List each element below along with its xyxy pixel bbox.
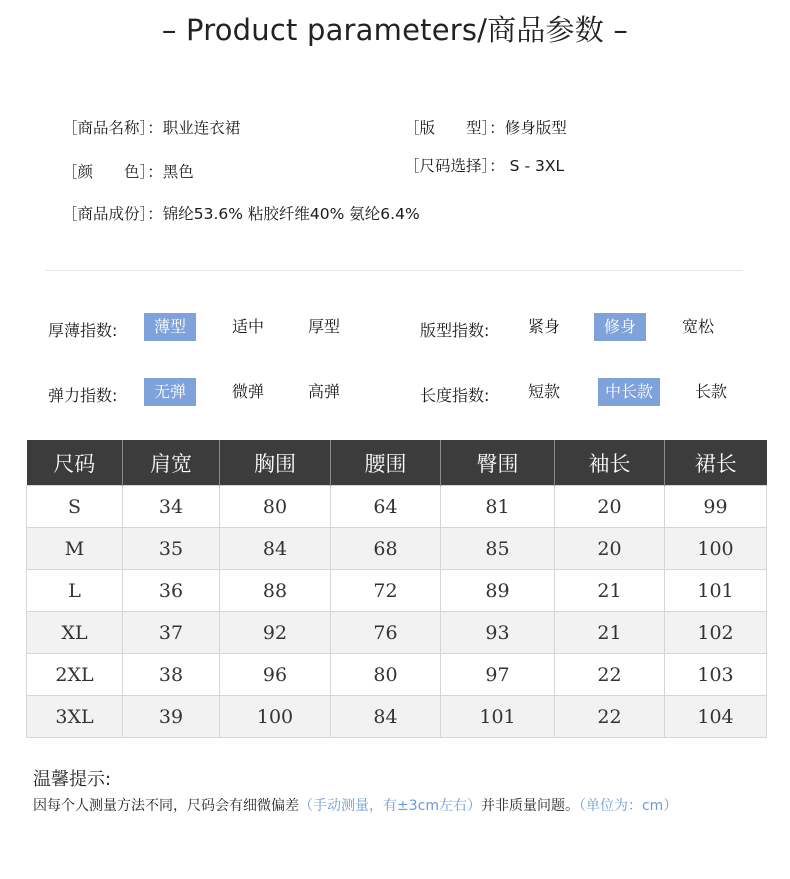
tips-title: 温馨提示: (33, 769, 112, 790)
param-color: ［颜 色］：黑色 (62, 163, 194, 181)
table-cell: XL (27, 612, 123, 654)
table-cell: 3XL (27, 696, 123, 738)
table-cell: 80 (220, 486, 331, 528)
elasticity-option-slight: 微弹 (231, 382, 264, 401)
table-cell: 72 (331, 570, 441, 612)
length-index-label: 长度指数: (420, 386, 490, 405)
tips-text-part-2: 并非质量问题。 (480, 798, 579, 814)
table-cell: 93 (441, 612, 555, 654)
table-cell: S (27, 486, 123, 528)
table-cell: 2XL (27, 654, 123, 696)
thickness-index-label: 厚薄指数: (48, 321, 118, 340)
table-row (27, 654, 767, 696)
table-cell: 22 (555, 696, 665, 738)
table-cell: 22 (555, 654, 665, 696)
thickness-option-thick: 厚型 (307, 317, 340, 336)
tips-highlight-unit: （单位为：cm） (578, 798, 678, 814)
table-cell: 39 (123, 696, 220, 738)
table-cell: 92 (220, 612, 331, 654)
elasticity-option-high: 高弹 (307, 382, 340, 401)
header-waist: 腰围 (331, 440, 441, 486)
table-cell: 81 (441, 486, 555, 528)
table-cell: 76 (331, 612, 441, 654)
header-bust: 胸围 (220, 440, 331, 486)
header-hip: 臀围 (441, 440, 555, 486)
table-cell: 64 (331, 486, 441, 528)
length-option-short: 短款 (527, 382, 560, 401)
table-cell: 103 (665, 654, 767, 696)
tips-text (33, 795, 677, 815)
table-cell: 96 (220, 654, 331, 696)
fit-index-label: 版型指数: (420, 321, 490, 340)
table-cell: 102 (665, 612, 767, 654)
table-cell: M (27, 528, 123, 570)
param-size-range: ［尺码选择］： S - 3XL (404, 157, 565, 175)
table-row (27, 696, 767, 738)
table-row (27, 486, 767, 528)
size-table (26, 440, 767, 738)
header-size: 尺码 (27, 440, 123, 486)
thickness-option-medium: 适中 (231, 317, 264, 336)
table-cell: 38 (123, 654, 220, 696)
table-cell: 37 (123, 612, 220, 654)
table-cell: 100 (665, 528, 767, 570)
table-cell: 99 (665, 486, 767, 528)
param-fit-type: ［版 型］：修身版型 (404, 119, 567, 137)
table-cell: 104 (665, 696, 767, 738)
table-cell: 36 (123, 570, 220, 612)
table-cell: L (27, 570, 123, 612)
table-cell: 101 (441, 696, 555, 738)
table-row (27, 570, 767, 612)
section-divider (45, 270, 743, 271)
table-cell: 21 (555, 612, 665, 654)
tips-highlight-tolerance: （手动测量，有±3cm左右） (299, 798, 481, 814)
table-cell: 85 (441, 528, 555, 570)
table-cell: 88 (220, 570, 331, 612)
table-cell: 20 (555, 486, 665, 528)
table-cell: 80 (331, 654, 441, 696)
length-option-long: 长款 (694, 382, 727, 401)
elasticity-index-label: 弹力指数: (48, 386, 118, 405)
fit-option-slim: 修身 (594, 313, 646, 341)
table-cell: 84 (220, 528, 331, 570)
fit-option-loose: 宽松 (681, 317, 714, 336)
table-cell: 101 (665, 570, 767, 612)
table-row (27, 528, 767, 570)
param-material: ［商品成份］：锦纶53.6% 粘胶纤维40% 氨纶6.4% (62, 205, 420, 223)
table-cell: 35 (123, 528, 220, 570)
table-cell: 89 (441, 570, 555, 612)
header-sleeve: 袖长 (555, 440, 665, 486)
table-cell: 68 (331, 528, 441, 570)
thickness-option-thin: 薄型 (144, 313, 196, 341)
param-product-name: ［商品名称］：职业连衣裙 (62, 119, 241, 137)
header-skirt-length: 裙长 (665, 440, 767, 486)
length-option-midi: 中长款 (598, 378, 660, 406)
table-row (27, 612, 767, 654)
table-cell: 34 (123, 486, 220, 528)
table-cell: 100 (220, 696, 331, 738)
page-title: – Product parameters/商品参数 – (161, 13, 629, 47)
table-cell: 97 (441, 654, 555, 696)
header-shoulder: 肩宽 (123, 440, 220, 486)
elasticity-option-none: 无弹 (144, 378, 196, 406)
tips-text-part-1: 因每个人测量方法不同，尺码会有细微偏差 (33, 798, 299, 814)
size-table-header (27, 440, 767, 486)
table-cell: 20 (555, 528, 665, 570)
table-cell: 21 (555, 570, 665, 612)
fit-option-tight: 紧身 (527, 317, 560, 336)
table-cell: 84 (331, 696, 441, 738)
